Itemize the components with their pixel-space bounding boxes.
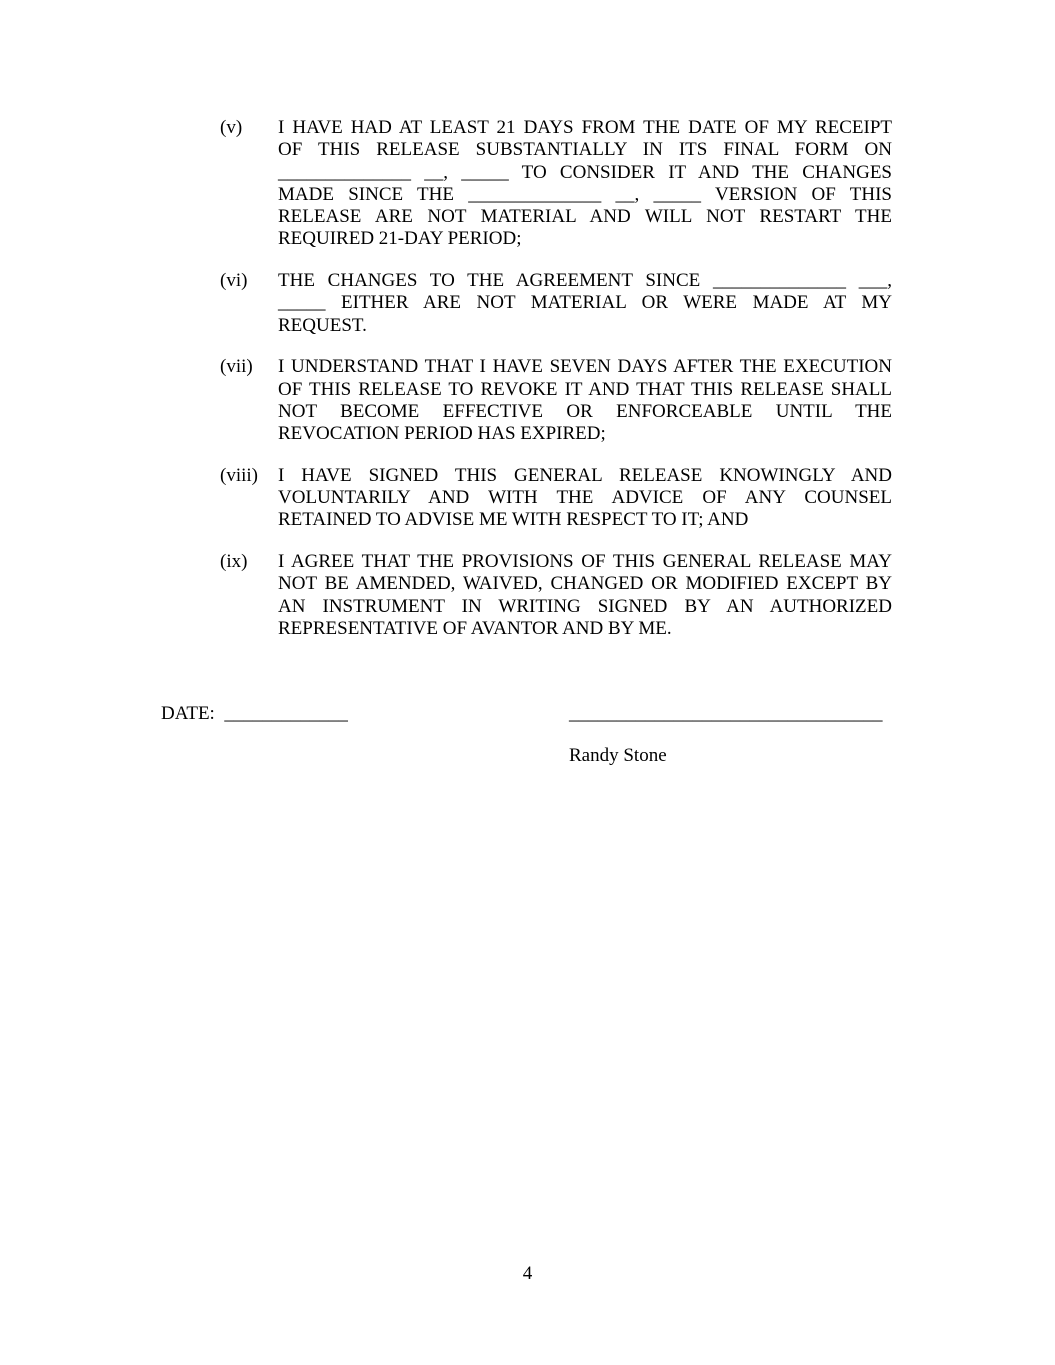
page-number: 4 — [522, 1263, 533, 1284]
clause-vi — [220, 270, 892, 337]
clause-v — [220, 117, 892, 251]
clause-line: MADE SINCE THE ______________ __, _____ VERSION OF THIS — [278, 183, 892, 205]
clause-line: _____ EITHER ARE NOT MATERIAL OR WERE MADE AT MY — [278, 292, 892, 314]
clause-line: RELEASE ARE NOT MATERIAL AND WILL NOT RESTART THE — [278, 206, 892, 228]
clause-line: NOT BE AMENDED, WAIVED, CHANGED OR MODIFIED EXCEPT BY — [278, 573, 892, 595]
clause-text — [278, 270, 892, 337]
clause-line: I HAVE HAD AT LEAST 21 DAYS FROM THE DATE OF MY RECEIPT — [278, 117, 892, 138]
clause-line: OF THIS RELEASE TO REVOKE IT AND THAT THIS RELEASE SHALL — [278, 378, 892, 400]
clause-line: REPRESENTATIVE OF AVANTOR AND BY ME. — [278, 617, 672, 639]
signer-name: Randy Stone — [569, 745, 667, 766]
clause-number: (vi) — [220, 270, 248, 292]
clause-line: NOT BECOME EFFECTIVE OR ENFORCEABLE UNTIL THE — [278, 400, 892, 422]
clause-line: RETAINED TO ADVISE ME WITH RESPECT TO IT; AND — [278, 509, 749, 531]
clause-line: I AGREE THAT THE PROVISIONS OF THIS GENERAL RELEASE MAY — [278, 550, 892, 572]
clause-number: (v) — [220, 117, 243, 138]
clause-line: I UNDERSTAND THAT I HAVE SEVEN DAYS AFTER THE EXECUTION — [278, 356, 892, 378]
signature-line: _________________________________ — [569, 703, 883, 724]
clause-line: REQUEST. — [278, 314, 367, 336]
clause-line: OF THIS RELEASE SUBSTANTIALLY IN ITS FINAL FORM ON — [278, 139, 892, 161]
clause-line: THE CHANGES TO THE AGREEMENT SINCE ______________ ___, — [278, 270, 892, 292]
clause-line: I HAVE SIGNED THIS GENERAL RELEASE KNOWINGLY AND — [278, 464, 892, 486]
clause-text — [278, 551, 892, 640]
clause-text — [278, 465, 892, 532]
clause-line: ______________ __, _____ TO CONSIDER IT AND THE CHANGES — [278, 161, 892, 183]
clause-line: REVOCATION PERIOD HAS EXPIRED; — [278, 423, 606, 445]
clause-viii — [220, 465, 892, 532]
clause-number: (vii) — [220, 356, 253, 378]
clause-ix — [220, 551, 892, 640]
clause-line: VOLUNTARILY AND WITH THE ADVICE OF ANY COUNSEL — [278, 487, 892, 509]
clause-line: AN INSTRUMENT IN WRITING SIGNED BY AN AUTHORIZED — [278, 595, 892, 617]
clause-number: (ix) — [220, 550, 248, 572]
release-clauses-list — [220, 117, 892, 659]
clause-number: (viii) — [220, 464, 258, 486]
clause-vii — [220, 356, 892, 445]
clause-text — [278, 117, 892, 251]
date-field: DATE: _____________ — [161, 703, 348, 724]
clause-text — [278, 356, 892, 445]
clause-line: REQUIRED 21-DAY PERIOD; — [278, 228, 522, 250]
